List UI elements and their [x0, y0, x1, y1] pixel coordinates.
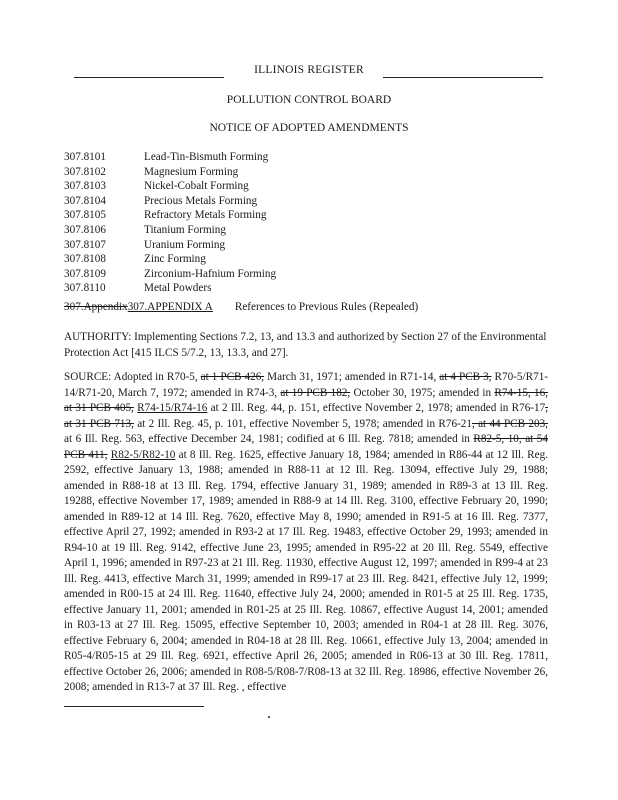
source-text: SOURCE: Adopted in R70-5, [64, 371, 201, 383]
section-title: Refractory Metals Forming [144, 209, 267, 222]
section-title: Lead-Tin-Bismuth Forming [144, 151, 269, 163]
section-title: Titanium Forming [144, 223, 226, 236]
section-row [64, 281, 544, 296]
page-mark [268, 716, 270, 718]
section-row [64, 179, 544, 194]
source-deleted-text: at 4 PCB 3, [439, 371, 492, 383]
section-number: 307.8109 [64, 267, 106, 280]
section-title: Zirconium-Hafnium Forming [144, 267, 277, 280]
source-text: at 2 Ill. Reg. 44, p. 151, effective November 2, 1978; amended in [207, 402, 512, 414]
section-row [64, 150, 544, 165]
source-text: at 8 Ill. Reg. 1625, effective January 18, 1984; amended in R86-44 at 12 Ill. Reg. 2592, effective January 13, 1988; amended in R88-11 at 12 Ill. Reg. 13094, effective July 29, 1988; amended in R88-18 at 13 Ill. Reg. 1794, effective January 31, 1989; amended in R89-3 at 13 Ill. Reg. 19288, effective November 17, 1989; amended in R88-9 at 14 Ill. Reg. 3100, effective February 20, 1990; amended in R89-12 at 14 Ill. Reg. 7620, effective May 8, 1990; amended in R91-5 at 16 Ill. Reg. 7377, effective April 27, 1992; amended in R93-2 at 17 Ill. Reg. 19483, effective October 29, 1993; amended in R94-10 at 19 Ill. Reg. 9142, effective June 23, 1995; amended in R95-22 at 20 Ill. Reg. 5549, effective April 1, 1996; amended in R97-23 at 21 Ill. Reg. 11930, effective August 12, 1997; amended in R99-4 at 23 Ill. Reg. 4413, effective March 31, 1999; amended in R99-17 at 23 Ill. Reg. 8421, effective July 12, 1999; amended in R00-15 at 24 Ill. Reg. 11640, effective July 24, 2000; amended in R01-5 at 25 Ill. Reg. 1735, effective January 11, 2001; amended in R01-25 at 25 Ill. Reg. 10867, effective August 14, 2001; amended in R03-13 at 27 Ill. Reg. 15095, effective September 10, 2003; amended in R04-1 at 28 Ill. Reg. 3076, effective February 6, 2004; amended in R04-18 at 28 Ill. Reg. 10661, effective July 13, 2004; amended in R05-4/R05-15 at 29 Ill. Reg. 6921, effective April 26, 2005; amended in R06-13 at 30 Ill. Reg. 17811, effective October 26, 2006; amended in R08-5/R08-7/R08-13 at 32 Ill. Reg. 18986, effective November 26, 2008; amended in R13-7 at 37 Ill. Reg. [64, 448, 549, 693]
section-title: Zinc Forming [144, 253, 206, 266]
section-title: Precious Metals Forming [144, 194, 258, 207]
footnote-rule [64, 706, 204, 707]
section-title: Uranium Forming [144, 238, 226, 251]
source-deleted-text: at 19 PCB 182, [280, 386, 351, 399]
source-text: October 30, 1975; amended in [350, 386, 495, 399]
section-row [64, 238, 544, 253]
appendix-title: References to Previous Rules (Repealed) [234, 301, 419, 313]
header-rule-right [383, 77, 543, 78]
section-number: 307.8101 [64, 151, 106, 163]
source-text: March 31, 1971; amended in R71-14, [264, 371, 440, 383]
section-title: Nickel-Cobalt Forming [144, 180, 249, 193]
source-deleted-text: , at 31 PCB 713, [64, 402, 548, 430]
section-number: 307.8110 [64, 282, 106, 295]
appendix-new-label: 307.APPENDIX A [127, 301, 213, 313]
source-text: at 6 Ill. Reg. 563, effective December 24, 1981; codified at 6 Ill. Reg. 7818; amended in [64, 433, 474, 445]
section-title: Magnesium Forming [144, 165, 239, 178]
source-text: R76-21 [438, 417, 472, 430]
source-deleted-text: R82-5, 10, at 54 PCB 411, [64, 433, 548, 461]
source-text: at 2 Ill. Reg. 45, p. 101, effective November 5, 1978; amended in [133, 417, 439, 430]
section-row [64, 267, 544, 282]
section-number: 307.8107 [64, 238, 106, 251]
notice-title: NOTICE OF ADOPTED AMENDMENTS [209, 122, 409, 134]
appendix-line [64, 301, 418, 313]
section-list [64, 150, 544, 296]
section-row [64, 223, 544, 238]
source-deleted-text: at 1 PCB 426, [200, 371, 265, 383]
register-title: ILLINOIS REGISTER [254, 64, 364, 76]
source-inserted-text: R74-15/R74-16 [137, 402, 208, 414]
source-paragraph [64, 370, 548, 696]
source-inserted-text: R82-5/R82-10 [110, 448, 176, 461]
authority-paragraph: AUTHORITY: Implementing Sections 7.2, 13, and 13.3 and authorized by Section 27 of the Environmental Protection Act [415 ILCS 5/7.2, 13, 13.3, and 27]. [64, 331, 547, 359]
source-text: R70-5/R71-14/R71-20, March 7, 1972; amended in R74-3, [64, 371, 549, 399]
section-number: 307.8108 [64, 253, 106, 266]
header-rule-left [74, 77, 224, 78]
section-number: 307.8105 [64, 209, 106, 222]
section-number: 307.8103 [64, 180, 106, 193]
section-row [64, 165, 544, 180]
appendix-struck-label: 307.Appendix [64, 301, 128, 313]
section-number: 307.8102 [64, 165, 106, 178]
source-text: , effective [241, 681, 287, 693]
source-deleted-text: R74-15, 16, at 31 PCB 405, [64, 386, 548, 414]
section-row [64, 194, 544, 209]
section-row [64, 252, 544, 267]
source-text: R76-17 [511, 402, 546, 414]
source-deleted-text: , at 44 PCB 203, [471, 417, 548, 430]
section-number: 307.8104 [64, 194, 106, 207]
section-number: 307.8106 [64, 223, 106, 236]
section-row [64, 208, 544, 223]
section-title: Metal Powders [144, 282, 212, 295]
board-title: POLLUTION CONTROL BOARD [226, 94, 392, 106]
register-header [0, 64, 618, 84]
